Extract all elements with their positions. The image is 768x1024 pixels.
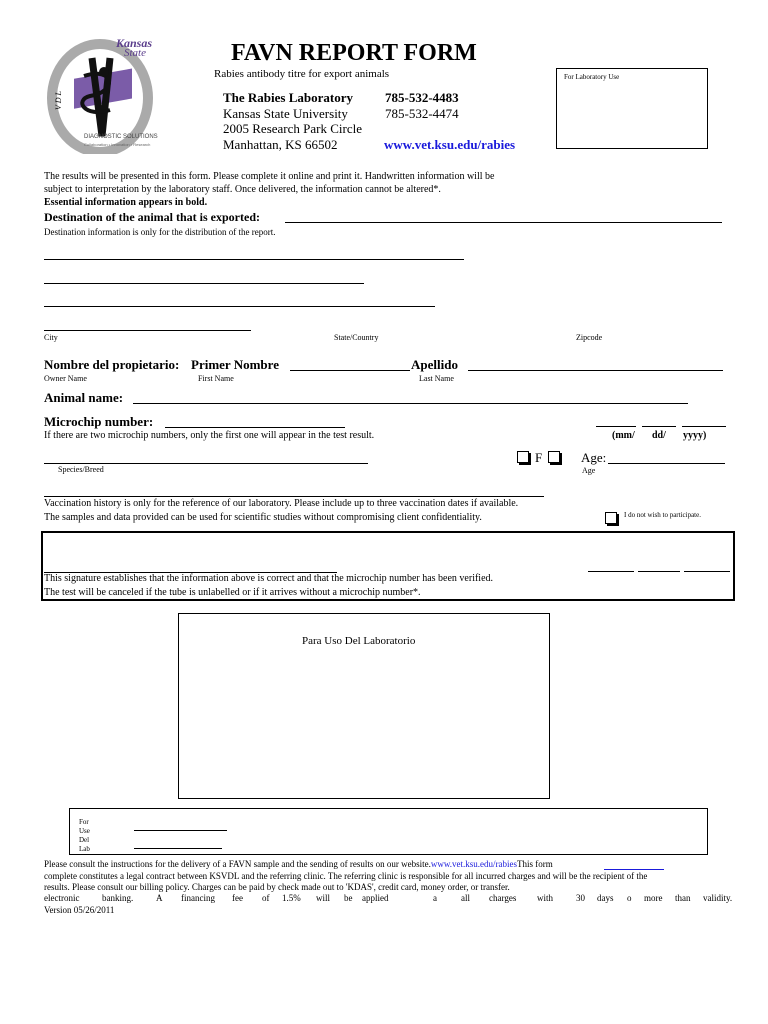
signature-date-yyyy-line[interactable] <box>684 571 730 572</box>
date-mm-label: (mm/ <box>612 430 635 441</box>
destination-label: Destination of the animal that is exported: <box>44 210 260 224</box>
footer-word: be <box>344 893 353 903</box>
state-country-label: State/Country <box>334 333 379 342</box>
page-title: FAVN REPORT FORM <box>231 40 477 66</box>
footer-word: days <box>597 893 614 903</box>
signature-date-mm-line[interactable] <box>588 571 634 572</box>
microchip-note: If there are two microchip numbers, only the first one will appear in the test result. <box>44 430 375 441</box>
sex-f-checkbox[interactable] <box>548 451 560 463</box>
last-name-label: Apellido <box>411 357 458 372</box>
small-lab-box <box>69 808 708 855</box>
logo-tagline: DIAGNOSTIC SOLUTIONS <box>84 134 158 140</box>
animal-name-label: Animal name: <box>44 390 124 405</box>
small-box-lab: Lab <box>79 845 90 853</box>
logo-brand-top: Kansas <box>116 36 153 50</box>
footer-line-1 <box>44 859 553 869</box>
footer-line-2: complete constitutes a legal contract between KSVDL and the referring clinic. The referring clinic is responsible for all incurred charges and will be the recipient of the <box>44 871 648 881</box>
vaccination-line[interactable] <box>44 496 544 497</box>
signature-box <box>41 531 735 601</box>
footer-word: more <box>644 893 663 903</box>
first-name-label: Primer Nombre <box>191 357 279 372</box>
footer-word: financing <box>181 893 215 903</box>
first-name-sub: First Name <box>198 374 234 383</box>
footer-word: will <box>316 893 331 903</box>
age-input-line[interactable] <box>608 463 725 464</box>
small-box-line-1[interactable] <box>134 830 227 831</box>
footer-word: than <box>675 893 691 903</box>
footer-word: applied <box>362 893 389 903</box>
logo <box>44 36 160 154</box>
intro-line-1: The results will be presented in this form. Please complete it online and print it. Handwritten information will be <box>44 171 495 182</box>
age-sub: Age <box>582 466 596 475</box>
small-box-for: For <box>79 818 89 826</box>
species-input-line[interactable] <box>44 463 368 464</box>
page-subtitle: Rabies antibody titre for export animals <box>214 68 390 80</box>
date-mm-line[interactable] <box>596 426 636 427</box>
first-name-input-line[interactable] <box>290 370 410 371</box>
footer-word: banking. <box>102 893 134 903</box>
logo-brand-bottom: State <box>124 47 146 59</box>
footer-word: A <box>156 893 163 903</box>
destination-note: Destination information is only for the distribution of the report. <box>44 227 276 237</box>
logo-letters: V D L <box>54 91 63 110</box>
microchip-label: Microchip number: <box>44 414 154 429</box>
signature-line-1: This signature establishes that the information above is correct and that the microchip number has been verified. <box>44 573 494 584</box>
optout-label: I do not wish to participate. <box>624 511 701 519</box>
age-label: Age: <box>581 450 607 465</box>
footer-word: validity. <box>703 893 733 903</box>
website-link[interactable]: www.vet.ksu.edu/rabies <box>384 137 516 152</box>
sex-f-label: F <box>535 450 543 465</box>
lab-use-label: Para Uso Del Laboratorio <box>302 635 416 647</box>
footer-word: fee <box>232 893 243 903</box>
footer-word: 30 <box>576 893 585 903</box>
footer-word: of <box>262 893 270 903</box>
date-yyyy-line[interactable] <box>682 426 726 427</box>
footer-line-1b: This form <box>517 859 553 869</box>
sex-m-checkbox[interactable] <box>517 451 529 463</box>
footer-word: 1.5% <box>282 893 301 903</box>
intro-line-2: subject to interpretation by the laboratory staff. Once delivered, the information cannot be altered*. <box>44 184 441 195</box>
city-line[interactable] <box>44 330 251 331</box>
optout-checkbox[interactable] <box>605 512 617 524</box>
lab-phone-1: 785-532-4483 <box>385 90 459 105</box>
lab-use-box-top <box>556 68 708 149</box>
lab-name: The Rabies Laboratory <box>223 90 353 105</box>
signature-line-2: The test will be canceled if the tube is unlabelled or if it arrives without a microchip number*. <box>44 587 421 598</box>
last-name-sub: Last Name <box>419 374 454 383</box>
lab-use-box <box>178 613 550 799</box>
address-line-1[interactable] <box>44 259 464 260</box>
footer-word: electronic <box>44 893 80 903</box>
lab-use-box-label: For Laboratory Use <box>564 73 620 81</box>
lab-street: 2005 Research Park Circle <box>223 121 362 136</box>
small-box-del: Del <box>79 836 90 844</box>
footer-website-link[interactable]: www.vet.ksu.edu/rabies <box>430 859 517 869</box>
lab-university: Kansas State University <box>223 106 348 121</box>
small-box-use: Use <box>79 827 90 835</box>
footer-word: o <box>627 893 632 903</box>
microchip-input-line[interactable] <box>165 427 345 428</box>
destination-input-line[interactable] <box>285 222 722 223</box>
vaccination-line-1: Vaccination history is only for the reference of our laboratory. Please include up to three vaccination dates if available. <box>44 498 519 509</box>
footer-word: with <box>537 893 554 903</box>
footer-blank-line <box>604 869 664 870</box>
species-label: Species/Breed <box>58 465 104 474</box>
address-line-3[interactable] <box>44 306 435 307</box>
date-yyyy-label: yyyy) <box>683 430 707 441</box>
footer-word: charges <box>489 893 517 903</box>
owner-name-sub: Owner Name <box>44 374 87 383</box>
footer-word: all <box>461 893 470 903</box>
date-dd-line[interactable] <box>642 426 676 427</box>
animal-name-input-line[interactable] <box>133 403 688 404</box>
footer-word: a <box>433 893 437 903</box>
version-label: Version 05/26/2011 <box>44 905 115 915</box>
city-label: City <box>44 333 58 342</box>
date-dd-label: dd/ <box>652 430 666 441</box>
owner-label: Nombre del propietario: <box>44 357 180 372</box>
last-name-input-line[interactable] <box>468 370 723 371</box>
lab-city: Manhattan, KS 66502 <box>223 137 338 152</box>
zipcode-label: Zipcode <box>576 333 603 342</box>
footer-line-1a: Please consult the instructions for the delivery of a FAVN sample and the sending of results on our website. <box>44 859 431 869</box>
lab-phone-2: 785-532-4474 <box>385 106 459 121</box>
small-box-line-2[interactable] <box>134 848 222 849</box>
intro-essential: Essential information appears in bold. <box>44 197 208 208</box>
logo-subtagline: Collaboration • Innovation • Research <box>84 142 151 147</box>
footer-line-3: results. Please consult our billing policy. Charges can be paid by check made out to 'KDAS', credit card, money order, or transfer. <box>44 882 510 892</box>
signature-date-dd-line[interactable] <box>638 571 680 572</box>
vaccination-line-2: The samples and data provided can be used for scientific studies without compromising client confidentiality. <box>44 512 482 523</box>
address-line-2[interactable] <box>44 283 364 284</box>
